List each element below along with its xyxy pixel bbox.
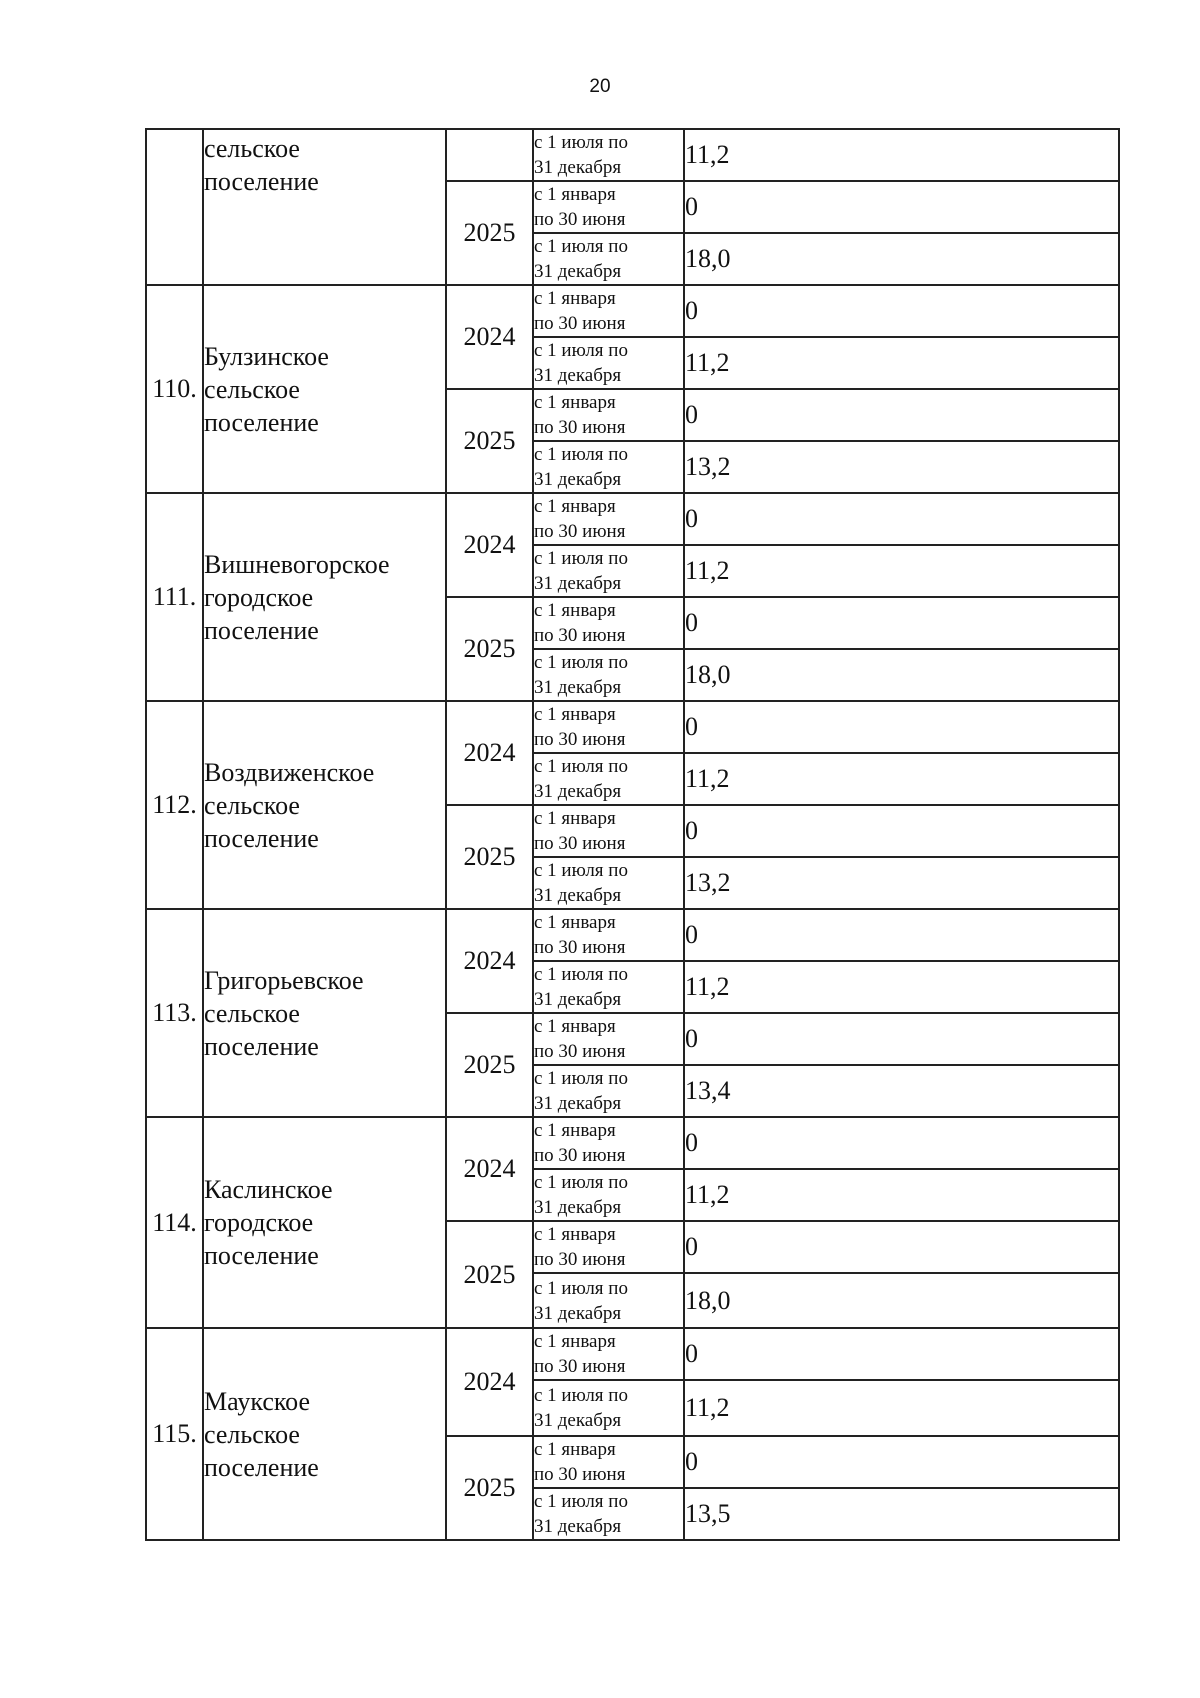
period-line: 31 декабря xyxy=(534,157,622,178)
period-cell xyxy=(533,857,684,909)
value-cell: 11,2 xyxy=(684,129,1119,181)
period-cell xyxy=(533,1488,684,1540)
period-line: по 30 июня xyxy=(534,313,626,334)
period-line: с 1 января xyxy=(534,808,616,829)
period-line: с 1 января xyxy=(534,600,616,621)
period-cell xyxy=(533,493,684,545)
period-cell xyxy=(533,1117,684,1169)
period-line: с 1 июля по xyxy=(534,860,628,881)
period-line: по 30 июня xyxy=(534,833,626,854)
period-line: с 1 января xyxy=(534,1120,616,1141)
period-line: с 1 января xyxy=(534,496,616,517)
period-cell xyxy=(533,961,684,1013)
year-cell: 2024 xyxy=(446,701,533,805)
period-line: 31 декабря xyxy=(534,677,622,698)
period-line: по 30 июня xyxy=(534,625,626,646)
period-cell xyxy=(533,753,684,805)
row-number: 112. xyxy=(146,701,203,909)
value-cell: 0 xyxy=(684,597,1119,649)
year-cell: 2025 xyxy=(446,1221,533,1328)
period-line: с 1 июля по xyxy=(534,1277,628,1299)
period-cell xyxy=(533,1013,684,1065)
table-row xyxy=(146,493,1119,545)
row-number: 115. xyxy=(146,1328,203,1540)
period-cell xyxy=(533,909,684,961)
year-cell xyxy=(446,129,533,181)
period-line: с 1 июля по xyxy=(534,1172,628,1193)
period-cell xyxy=(533,701,684,753)
value-cell: 0 xyxy=(684,389,1119,441)
table-row xyxy=(146,1117,1119,1169)
period-cell xyxy=(533,1221,684,1273)
value-cell: 0 xyxy=(684,181,1119,233)
settlement-name-line: поселение xyxy=(204,407,319,437)
year-cell: 2024 xyxy=(446,1328,533,1436)
year-cell: 2025 xyxy=(446,181,533,285)
period-line: 31 декабря xyxy=(534,1410,622,1431)
settlement-name-line: сельское xyxy=(204,998,300,1028)
value-cell: 0 xyxy=(684,1436,1119,1488)
settlement-name-line: Воздвиженское xyxy=(204,757,375,787)
value-cell: 11,2 xyxy=(684,545,1119,597)
period-cell xyxy=(533,597,684,649)
value-cell: 18,0 xyxy=(684,233,1119,285)
settlement-name xyxy=(203,285,446,493)
row-number: 111. xyxy=(146,493,203,701)
row-number: 110. xyxy=(146,285,203,493)
period-line: с 1 июля по xyxy=(534,236,628,257)
settlement-name-line: поселение xyxy=(204,823,319,853)
year-cell: 2024 xyxy=(446,493,533,597)
row-number: 113. xyxy=(146,909,203,1117)
period-line: 31 декабря xyxy=(534,1302,622,1324)
table-row xyxy=(146,129,1119,181)
settlement-name-line: поселение xyxy=(204,1241,319,1270)
period-line: 31 декабря xyxy=(534,781,622,802)
value-cell: 11,2 xyxy=(684,337,1119,389)
value-cell: 0 xyxy=(684,1328,1119,1380)
table-row xyxy=(146,285,1119,337)
period-cell xyxy=(533,545,684,597)
settlement-name-line: поселение xyxy=(204,167,319,196)
period-line: 31 декабря xyxy=(534,989,622,1010)
row-number xyxy=(146,129,203,285)
period-line: с 1 июля по xyxy=(534,340,628,361)
year-cell: 2025 xyxy=(446,805,533,909)
period-line: по 30 июня xyxy=(534,417,626,438)
period-line: по 30 июня xyxy=(534,521,626,542)
period-line: с 1 июля по xyxy=(534,444,628,465)
year-cell: 2025 xyxy=(446,1013,533,1117)
value-cell: 18,0 xyxy=(684,649,1119,701)
value-cell: 13,4 xyxy=(684,1065,1119,1117)
period-cell xyxy=(533,1065,684,1117)
period-line: 31 декабря xyxy=(534,1093,622,1114)
period-cell xyxy=(533,285,684,337)
value-cell: 13,2 xyxy=(684,441,1119,493)
value-cell: 13,2 xyxy=(684,857,1119,909)
value-cell: 11,2 xyxy=(684,753,1119,805)
settlement-name-line: Григорьевское xyxy=(204,965,364,995)
year-cell: 2025 xyxy=(446,1436,533,1540)
period-cell xyxy=(533,441,684,493)
period-line: 31 декабря xyxy=(534,261,622,282)
period-line: по 30 июня xyxy=(534,1249,626,1270)
period-line: с 1 июля по xyxy=(534,1068,628,1089)
settlement-name-line: городское xyxy=(204,1208,314,1237)
settlement-name-line: Маукское xyxy=(204,1386,311,1416)
period-line: с 1 июля по xyxy=(534,132,628,153)
value-cell: 0 xyxy=(684,493,1119,545)
table-body xyxy=(146,129,1119,1540)
value-cell: 0 xyxy=(684,805,1119,857)
settlement-name-line: Булзинское xyxy=(204,341,329,371)
settlement-name-line: сельское xyxy=(204,374,300,404)
value-cell: 0 xyxy=(684,1117,1119,1169)
period-line: 31 декабря xyxy=(534,885,622,906)
period-line: с 1 июля по xyxy=(534,964,628,985)
year-cell: 2025 xyxy=(446,597,533,701)
period-line: 31 декабря xyxy=(534,1197,622,1218)
period-cell xyxy=(533,1328,684,1380)
settlement-name-line: сельское xyxy=(204,790,300,820)
row-number: 114. xyxy=(146,1117,203,1328)
value-cell: 11,2 xyxy=(684,1380,1119,1436)
settlement-name xyxy=(203,493,446,701)
period-line: по 30 июня xyxy=(534,1356,626,1377)
period-cell xyxy=(533,389,684,441)
period-line: с 1 июля по xyxy=(534,756,628,777)
settlement-name-line: сельское xyxy=(204,1419,300,1449)
period-line: по 30 июня xyxy=(534,1464,626,1485)
settlement-name-line: поселение xyxy=(204,615,319,645)
period-line: с 1 июля по xyxy=(534,1491,628,1512)
year-cell: 2025 xyxy=(446,389,533,493)
period-cell xyxy=(533,337,684,389)
settlement-name-line: городское xyxy=(204,582,314,612)
page-number: 20 xyxy=(589,76,611,97)
year-cell: 2024 xyxy=(446,909,533,1013)
period-line: с 1 июля по xyxy=(534,652,628,673)
value-cell: 18,0 xyxy=(684,1273,1119,1328)
settlement-name xyxy=(203,701,446,909)
settlement-name-line: Вишневогорское xyxy=(204,549,390,579)
period-cell xyxy=(533,1273,684,1328)
period-line: 31 декабря xyxy=(534,365,622,386)
period-line: 31 декабря xyxy=(534,1516,622,1537)
period-line: с 1 января xyxy=(534,1331,616,1352)
period-line: по 30 июня xyxy=(534,1145,626,1166)
value-cell: 0 xyxy=(684,1013,1119,1065)
period-cell xyxy=(533,1380,684,1436)
period-line: с 1 января xyxy=(534,288,616,309)
settlement-name xyxy=(203,129,446,285)
settlement-name xyxy=(203,909,446,1117)
year-cell: 2024 xyxy=(446,285,533,389)
period-cell xyxy=(533,181,684,233)
settlement-name-line: Каслинское xyxy=(204,1175,333,1204)
value-cell: 11,2 xyxy=(684,961,1119,1013)
period-line: с 1 января xyxy=(534,1016,616,1037)
value-cell: 0 xyxy=(684,701,1119,753)
period-line: по 30 июня xyxy=(534,1041,626,1062)
period-line: по 30 июня xyxy=(534,209,626,230)
settlement-name xyxy=(203,1328,446,1540)
value-cell: 0 xyxy=(684,285,1119,337)
period-cell xyxy=(533,1436,684,1488)
period-cell xyxy=(533,233,684,285)
period-cell xyxy=(533,805,684,857)
value-cell: 0 xyxy=(684,909,1119,961)
value-cell: 0 xyxy=(684,1221,1119,1273)
period-line: по 30 июня xyxy=(534,937,626,958)
settlement-name-line: поселение xyxy=(204,1452,319,1482)
value-cell: 11,2 xyxy=(684,1169,1119,1221)
table-row xyxy=(146,701,1119,753)
period-cell xyxy=(533,1169,684,1221)
table-row xyxy=(146,1328,1119,1380)
period-line: с 1 января xyxy=(534,1224,616,1245)
period-line: с 1 января xyxy=(534,704,616,725)
period-line: с 1 января xyxy=(534,184,616,205)
settlement-name xyxy=(203,1117,446,1328)
period-line: с 1 июля по xyxy=(534,548,628,569)
period-line: по 30 июня xyxy=(534,729,626,750)
period-cell xyxy=(533,649,684,701)
period-line: с 1 января xyxy=(534,392,616,413)
period-line: с 1 января xyxy=(534,1439,616,1460)
period-line: с 1 января xyxy=(534,912,616,933)
settlement-name-line: сельское xyxy=(204,134,300,163)
settlement-name-line: поселение xyxy=(204,1031,319,1061)
value-cell: 13,5 xyxy=(684,1488,1119,1540)
period-line: с 1 июля по xyxy=(534,1385,628,1406)
tariff-table xyxy=(145,128,1120,1541)
period-cell xyxy=(533,129,684,181)
table-row xyxy=(146,909,1119,961)
year-cell: 2024 xyxy=(446,1117,533,1221)
period-line: 31 декабря xyxy=(534,573,622,594)
period-line: 31 декабря xyxy=(534,469,622,490)
